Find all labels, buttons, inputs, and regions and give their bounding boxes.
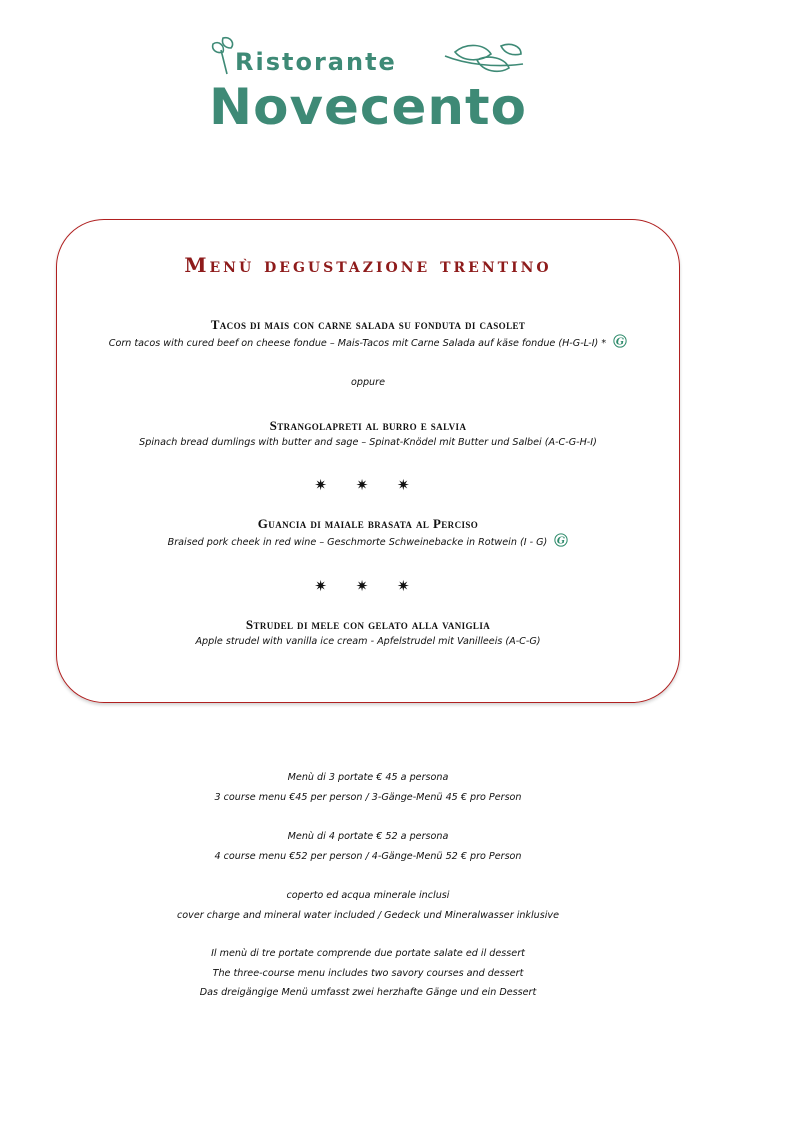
course-name: Guancia di maiale brasata al Perciso	[257, 516, 479, 531]
course-name: Strangolapreti al burro e salvia	[269, 418, 467, 433]
svg-text:G: G	[557, 535, 566, 547]
course-2	[56, 417, 680, 451]
price-3-courses-en-de: 3 course menu €45 per person / 3-Gänge-Menü 45 € pro Person	[214, 791, 522, 803]
menu-note-it: Il menù di tre portate comprende due portate salate ed il dessert	[211, 948, 525, 959]
cover-charge-info	[0, 886, 736, 925]
menu-note-de: Das dreigängige Menü umfasst zwei herzhafte Gänge und ein Dessert	[199, 987, 537, 998]
restaurant-logo	[205, 34, 535, 134]
course-description	[56, 533, 680, 551]
pricing-info-4	[0, 827, 736, 866]
menu-title: Menù degustazione trentino	[184, 253, 552, 277]
course-description-text: Corn tacos with cured beef on cheese fondue – Mais-Tacos mit Carne Salada auf käse fondue (H-G-L-I) *	[108, 338, 607, 349]
pricing-info	[0, 768, 736, 807]
oppure-label: oppure	[351, 377, 385, 388]
course-3	[56, 515, 680, 551]
course-name: Tacos di mais con carne salada su fonduta di casolet	[210, 317, 526, 332]
course-description: Spinach bread dumlings with butter and sage – Spinat-Knödel mit Butter und Salbei (A-C-G-H-I)	[139, 437, 597, 448]
gluten-free-g-icon	[554, 533, 568, 547]
course-description	[56, 334, 680, 352]
price-4-courses-it: Menù di 4 portate € 52 a persona	[287, 831, 449, 842]
menu-note	[0, 944, 736, 1003]
cover-charge-it: coperto ed acqua minerale inclusi	[286, 890, 450, 901]
course-description-text: Braised pork cheek in red wine – Geschmorte Schweinebacke in Rotwein (I - G)	[167, 537, 548, 548]
menu-note-en: The three-course menu includes two savory courses and dessert	[212, 967, 524, 979]
course-separator: ✷ ✷ ✷	[314, 577, 422, 595]
course-1	[56, 316, 680, 352]
cover-charge-en-de: cover charge and mineral water included / Gedeck und Mineralwasser inklusive	[177, 909, 559, 921]
price-4-courses-en-de: 4 course menu €52 per person / 4-Gänge-Menü 52 € pro Person	[214, 850, 522, 862]
course-name: Strudel di mele con gelato alla vaniglia	[245, 617, 491, 632]
course-4	[56, 616, 680, 650]
svg-text:G: G	[616, 336, 625, 348]
course-separator: ✷ ✷ ✷	[314, 476, 422, 494]
price-3-courses-it: Menù di 3 portate € 45 a persona	[287, 772, 449, 783]
logo-graphic	[205, 34, 535, 134]
gluten-free-g-icon	[613, 334, 627, 348]
logo-line1: Ristorante	[235, 48, 397, 76]
course-description: Apple strudel with vanilla ice cream - Apfelstrudel mit Vanilleeis (A-C-G)	[195, 636, 541, 647]
logo-line2: Novecento	[209, 78, 527, 134]
